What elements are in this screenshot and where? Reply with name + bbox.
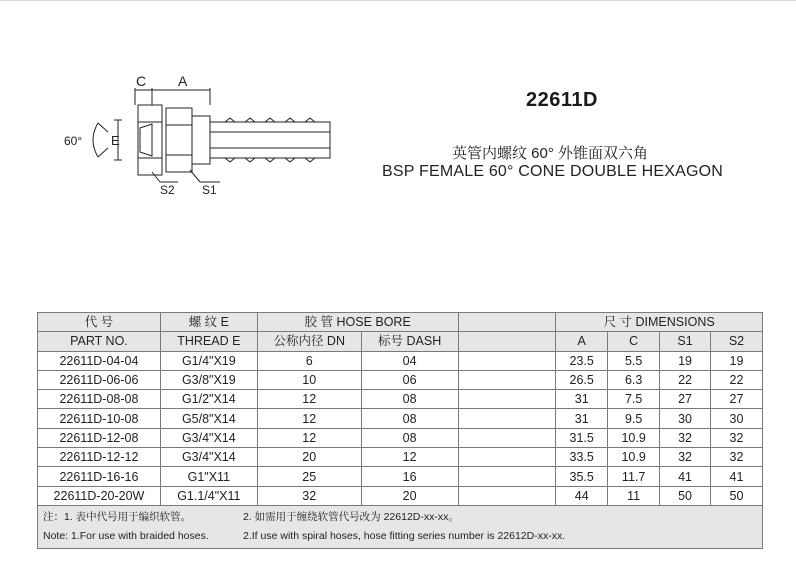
cell-blank: [458, 448, 556, 467]
header-part-en: PART NO.: [38, 332, 161, 351]
notes-row: [38, 505, 763, 548]
angle-arc: [93, 123, 98, 157]
cell-s2: 32: [711, 448, 763, 467]
cell-dash: 04: [361, 351, 458, 370]
cell-dn: 12: [257, 390, 361, 409]
spec-table: [37, 312, 763, 549]
cell-a: 26.5: [556, 370, 608, 389]
cell-a: 31: [556, 390, 608, 409]
cell-dash: 08: [361, 428, 458, 447]
header-hose-bore: 胶 管 HOSE BORE: [257, 313, 458, 332]
cell-blank: [458, 351, 556, 370]
cell-part: 22611D-10-08: [38, 409, 161, 428]
cell-thread: G1"X11: [160, 467, 257, 486]
header-blank: [458, 313, 556, 332]
cell-s2: 30: [711, 409, 763, 428]
cell-part: 22611D-04-04: [38, 351, 161, 370]
cell-a: 44: [556, 486, 608, 505]
header-row-2: [38, 332, 763, 351]
table-row: [38, 351, 763, 370]
top-divider: [0, 0, 796, 1]
cell-c: 11: [608, 486, 660, 505]
header-blank-2: [458, 332, 556, 351]
cell-s1: 41: [660, 467, 711, 486]
cell-part: 22611D-08-08: [38, 390, 161, 409]
cell-dash: 20: [361, 486, 458, 505]
note-en-2: 2.If use with spiral hoses, hose fitting series number is 22612D-xx-xx.: [243, 529, 566, 542]
product-title-en: BSP FEMALE 60° CONE DOUBLE HEXAGON: [382, 163, 724, 180]
cell-a: 31: [556, 409, 608, 428]
header-row-1: [38, 313, 763, 332]
cell-part: 22611D-20-20W: [38, 486, 161, 505]
cell-s1: 22: [660, 370, 711, 389]
cell-s1: 50: [660, 486, 711, 505]
cell-dn: 32: [257, 486, 361, 505]
cell-s1: 32: [660, 448, 711, 467]
cell-a: 23.5: [556, 351, 608, 370]
cell-part: 22611D-12-12: [38, 448, 161, 467]
note-cn-2: 2. 如需用于缠绕软管代号改为 22612D-xx-xx。: [243, 510, 459, 523]
header-dimensions: 尺 寸 DIMENSIONS: [556, 313, 763, 332]
cell-c: 11.7: [608, 467, 660, 486]
cell-blank: [458, 390, 556, 409]
cell-part: 22611D-16-16: [38, 467, 161, 486]
cell-blank: [458, 370, 556, 389]
table-row: [38, 467, 763, 486]
cell-c: 10.9: [608, 448, 660, 467]
cell-a: 33.5: [556, 448, 608, 467]
header-dn: 公称内径 DN: [257, 332, 361, 351]
cell-dash: 08: [361, 390, 458, 409]
note-en-1: Note: 1.For use with braided hoses.: [43, 529, 209, 542]
cell-thread: G3/4"X14: [160, 448, 257, 467]
header-thread-cn: 螺 纹 E: [160, 313, 257, 332]
cell-thread: G1/4"X19: [160, 351, 257, 370]
cell-blank: [458, 428, 556, 447]
cell-s2: 41: [711, 467, 763, 486]
header-dash: 标号 DASH: [361, 332, 458, 351]
cell-s2: 27: [711, 390, 763, 409]
cell-thread: G1.1/4"X11: [160, 486, 257, 505]
cell-s1: 30: [660, 409, 711, 428]
cell-blank: [458, 486, 556, 505]
header-s2: S2: [711, 332, 763, 351]
cell-s2: 50: [711, 486, 763, 505]
cell-dash: 08: [361, 409, 458, 428]
cell-a: 31.5: [556, 428, 608, 447]
cell-c: 6.3: [608, 370, 660, 389]
header-a: A: [556, 332, 608, 351]
cell-dn: 12: [257, 409, 361, 428]
table-row: [38, 448, 763, 467]
table-row: [38, 486, 763, 505]
cell-thread: G1/2"X14: [160, 390, 257, 409]
cell-s1: 32: [660, 428, 711, 447]
header-part-cn: 代 号: [38, 313, 161, 332]
fitting-drawing: [60, 70, 350, 200]
cell-dn: 20: [257, 448, 361, 467]
header-s1: S1: [660, 332, 711, 351]
cell-c: 7.5: [608, 390, 660, 409]
dim-label-s2: S2: [160, 183, 175, 197]
cell-c: 5.5: [608, 351, 660, 370]
cell-s2: 19: [711, 351, 763, 370]
dim-label-a: A: [178, 73, 188, 89]
dim-label-c: C: [136, 73, 147, 89]
cell-part: 22611D-12-08: [38, 428, 161, 447]
cell-dn: 10: [257, 370, 361, 389]
product-title-cn: 英管内螺纹 60° 外锥面双六角: [452, 145, 649, 162]
cell-a: 35.5: [556, 467, 608, 486]
dim-label-e: E: [111, 133, 120, 148]
cell-s2: 22: [711, 370, 763, 389]
notes-cell: [38, 505, 763, 548]
cell-s2: 32: [711, 428, 763, 447]
cell-blank: [458, 467, 556, 486]
table-row: [38, 370, 763, 389]
cell-c: 9.5: [608, 409, 660, 428]
cell-dash: 12: [361, 448, 458, 467]
header-c: C: [608, 332, 660, 351]
cell-s1: 19: [660, 351, 711, 370]
dim-label-s1: S1: [202, 183, 217, 197]
cell-thread: G3/4"X14: [160, 428, 257, 447]
header-thread-en: THREAD E: [160, 332, 257, 351]
product-code: 22611D: [526, 89, 598, 111]
cell-c: 10.9: [608, 428, 660, 447]
cell-dash: 06: [361, 370, 458, 389]
table-row: [38, 409, 763, 428]
cell-dn: 6: [257, 351, 361, 370]
note-cn-1: 注：1. 表中代号用于编织软管。: [43, 510, 192, 523]
cell-dn: 12: [257, 428, 361, 447]
cell-blank: [458, 409, 556, 428]
cell-dash: 16: [361, 467, 458, 486]
cell-part: 22611D-06-06: [38, 370, 161, 389]
cell-thread: G3/8"X19: [160, 370, 257, 389]
dim-label-angle: 60°: [64, 134, 83, 148]
cell-s1: 27: [660, 390, 711, 409]
cell-thread: G5/8"X14: [160, 409, 257, 428]
cell-dn: 25: [257, 467, 361, 486]
table-row: [38, 390, 763, 409]
table-row: [38, 428, 763, 447]
